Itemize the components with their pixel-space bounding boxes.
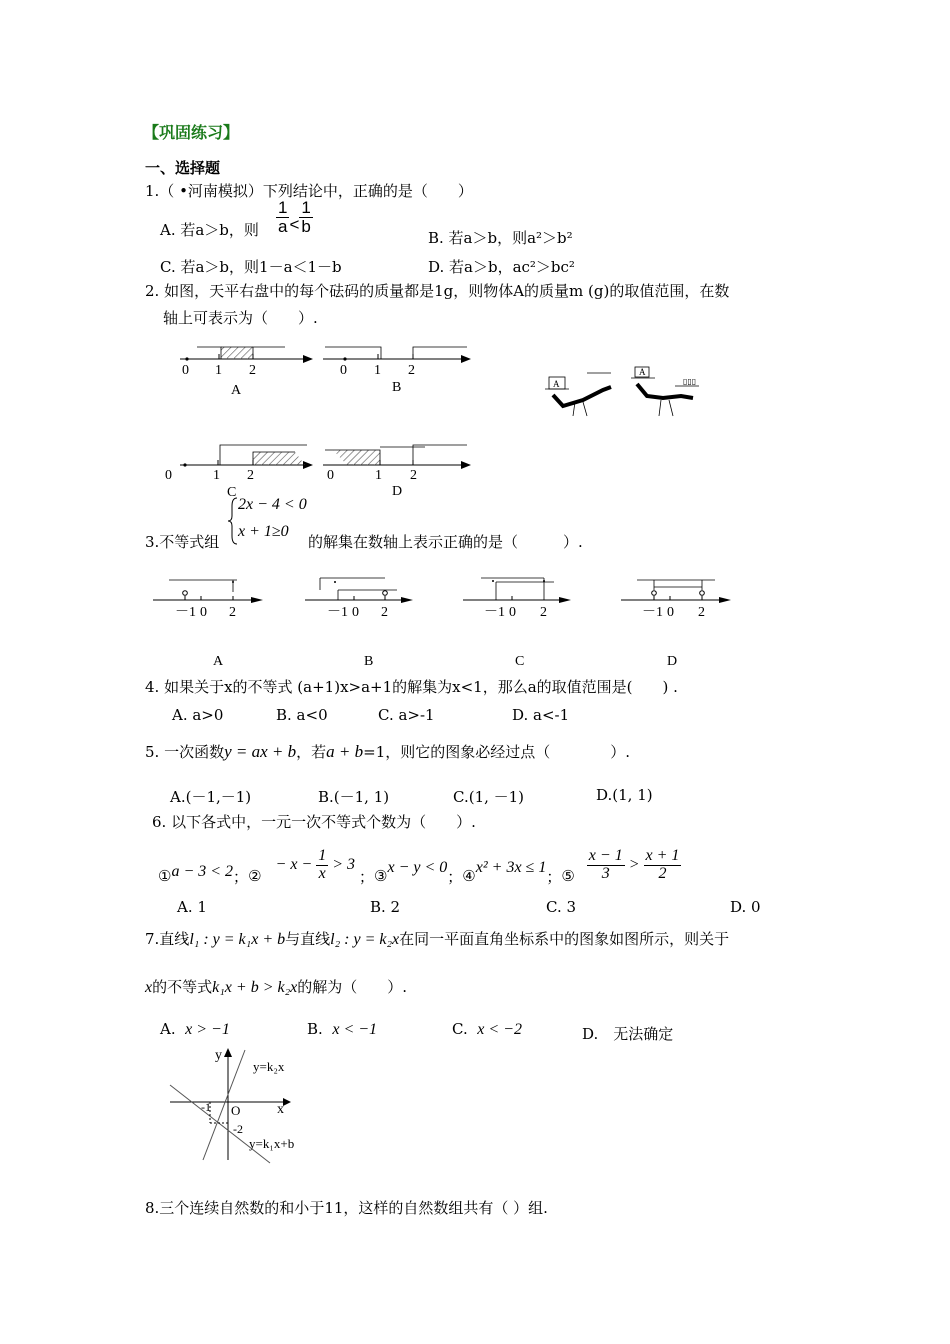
q4-option-d: D. a<-1 — [512, 706, 570, 724]
q3-b-label-m1: －1 — [327, 605, 348, 620]
q3-c-letter: C — [515, 654, 525, 669]
q2-a-label-0: 0 — [182, 363, 189, 378]
q3-b-label-2: 2 — [381, 605, 388, 620]
q7-graph-y-axis: y — [215, 1048, 222, 1063]
q3-line-b — [305, 578, 413, 669]
q6-stem: 6. 以下各式中，一元一次不等式个数为（ ）. — [152, 813, 476, 831]
q7-option-a: A. x > −1 — [160, 1020, 230, 1038]
q5-option-d: D.(1, 1) — [596, 786, 653, 804]
q6-expr-1: a − 3 < 2 — [171, 863, 234, 880]
q6-expr-5: $\frac{x - 1}{3}$ > $\frac{x + 1}{2}$ — [588, 846, 680, 882]
q3-line-a — [153, 580, 263, 669]
q1-option-d: D. 若a＞b，ac²＞bc² — [428, 258, 575, 276]
q3-d-label-0: 0 — [667, 605, 674, 620]
q7-option-b: B. x < −1 — [307, 1020, 378, 1038]
q7-line-l2: l₂ : y = k₂x — [330, 931, 400, 948]
q3-c-label-m1: －1 — [484, 605, 505, 620]
q1-a-fractions: $\frac{1}{a}$ < $\frac{1}{b}$ — [278, 198, 311, 236]
q7-line-l1: l₁ : y = k₁x + b — [189, 931, 286, 948]
q3-line-d — [621, 580, 731, 669]
q2-line-c — [165, 445, 313, 500]
q2-a-letter: A — [231, 383, 242, 398]
q3-a-letter: A — [213, 654, 224, 669]
q2-d-label-2: 2 — [410, 468, 417, 483]
q5-option-c: C.(1, －1) — [453, 788, 525, 806]
q3-number-lines — [145, 570, 745, 670]
q3-d-letter: D — [667, 654, 678, 669]
q7-inequality: k₁x + b > k₂x — [212, 979, 298, 996]
q2-d-label-0: 0 — [327, 468, 334, 483]
q5-stem: 5. 一次函数y = ax + b，若a + b=1，则它的图象必经过点（ ）. — [145, 742, 631, 761]
q2-balance-figures — [543, 362, 713, 422]
q3-d-label-2: 2 — [698, 605, 705, 620]
q8-stem: 8.三个连续自然数的和小于11，这样的自然数组共有（ ）组. — [145, 1199, 548, 1217]
q2-c-label-2: 2 — [247, 468, 254, 483]
q5-function: y = ax + b — [224, 742, 297, 761]
q1-a-frac1: $\frac{1}{a}$ — [278, 198, 288, 236]
q2-a-label-2: 2 — [249, 363, 256, 378]
q7-stem-line1: 7.直线l₁ : y = k₁x + b与直线l₂ : y = k₂x在同一平面直角坐标系中的图象如图所示，则关于 — [145, 930, 730, 948]
balance-scale-2 — [631, 367, 699, 416]
q2-b-label-1: 1 — [374, 363, 381, 378]
q6-option-b: B. 2 — [370, 898, 401, 916]
q2-c-label-0: 0 — [165, 468, 172, 483]
q3-inequality-2: x + 1≥0 — [238, 523, 289, 540]
q2-b-letter: B — [392, 380, 402, 395]
q6-expr-2: − x − $\frac{1}{x}$ > 3 — [275, 846, 356, 882]
q2-d-letter: D — [392, 484, 403, 499]
q5-option-b: B.(－1, 1) — [318, 788, 390, 806]
q6-expressions: ① a − 3 < 2 ； ② − x − $\frac{1}{x}$ > 3 ； ③ x − y < 0 ； ④ x² + 3x ≤ 1 ； ⑤ $\frac{x - 1}{3}$ > $\frac{x + 1}{2}$ — [158, 846, 680, 886]
q7-graph — [165, 1045, 315, 1165]
q3-b-letter: B — [364, 654, 374, 669]
q6-option-d: D. 0 — [730, 898, 761, 916]
q2-stem-line2: 轴上可表示为（ ）. — [163, 309, 318, 327]
q2-d-label-1: 1 — [375, 468, 382, 483]
q3-inequality-1: 2x − 4 < 0 — [238, 496, 307, 513]
section-heading: 【巩固练习】 — [143, 123, 240, 142]
q2-b-label-0: 0 — [340, 363, 347, 378]
q3-number: 3.不等式组 — [145, 533, 220, 551]
q2-c-letter: C — [227, 485, 237, 500]
q3-line-c — [463, 578, 571, 669]
q7-option-d: D. 无法确定 — [582, 1025, 674, 1043]
q2-stem-line1: 2. 如图，天平右盘中的每个砝码的质量都是1g，则物体A的质量m (g)的取值范围，在数 — [145, 282, 730, 300]
q7-option-c: C. x < −2 — [452, 1020, 522, 1038]
q4-option-b: B. a<0 — [276, 706, 328, 724]
q3-a-label-m1: －1 — [175, 605, 196, 620]
q3-c-label-0: 0 — [509, 605, 516, 620]
q3-c-label-2: 2 — [540, 605, 547, 620]
q2-number-lines — [165, 335, 485, 505]
q2-c-label-1: 1 — [213, 468, 220, 483]
q6-option-c: C. 3 — [546, 898, 577, 916]
q2-b-label-2: 2 — [408, 363, 415, 378]
q7-graph-line2-label: y=k₂x — [253, 1059, 285, 1074]
q1-option-b: B. 若a＞b，则a²＞b² — [428, 229, 573, 247]
q4-stem: 4. 如果关于x的不等式 (a+1)x>a+1的解集为x<1，那么a的取值范围是( ) . — [145, 678, 678, 696]
q7-graph-mark-x: -1 — [201, 1100, 211, 1114]
q7-graph-x-axis: x — [277, 1102, 284, 1117]
q2-line-d — [323, 445, 471, 499]
balance-scale-1 — [545, 373, 611, 416]
q1-option-a: A. 若a＞b，则 — [160, 221, 259, 239]
q7-graph-line1-label: y=k₁x+b — [249, 1136, 295, 1151]
q7-graph-mark-y: -2 — [233, 1122, 243, 1136]
q7-stem-line2: x的不等式k₁x + b > k₂x的解为（ ）. — [145, 978, 408, 996]
svg-text:▯▯▯: ▯▯▯ — [683, 377, 697, 386]
q3-d-label-m1: －1 — [642, 605, 663, 620]
q3-b-label-0: 0 — [352, 605, 359, 620]
q6-expr-4: x² + 3x ≤ 1 — [475, 859, 547, 876]
q7-graph-origin: O — [231, 1103, 241, 1118]
q5-option-a: A.(－1,－1) — [170, 788, 252, 806]
q6-expr-3: x − y < 0 — [387, 859, 448, 876]
q4-option-a: A. a>0 — [172, 706, 224, 724]
q3-a-label-2: 2 — [229, 605, 236, 620]
q1-stem: 1.（ •河南模拟）下列结论中，正确的是（ ） — [145, 182, 473, 200]
q3-a-label-0: 0 — [200, 605, 207, 620]
q4-option-c: C. a>-1 — [378, 706, 435, 724]
q3-stem-rest: 的解集在数轴上表示正确的是（ ）. — [308, 533, 583, 551]
q2-a-label-1: 1 — [215, 363, 222, 378]
weight-label-1: A — [553, 379, 560, 389]
q1-a-frac2: $\frac{1}{b}$ — [301, 198, 311, 236]
weight-label-2: A — [639, 367, 646, 377]
q2-line-a — [180, 347, 313, 398]
part-title: 一、选择题 — [145, 159, 221, 177]
q1-option-c: C. 若a＞b，则1－a＜1－b — [160, 258, 342, 276]
q5-condition: a + b — [326, 742, 364, 761]
q6-option-a: A. 1 — [177, 898, 207, 916]
q2-line-b — [323, 347, 471, 395]
